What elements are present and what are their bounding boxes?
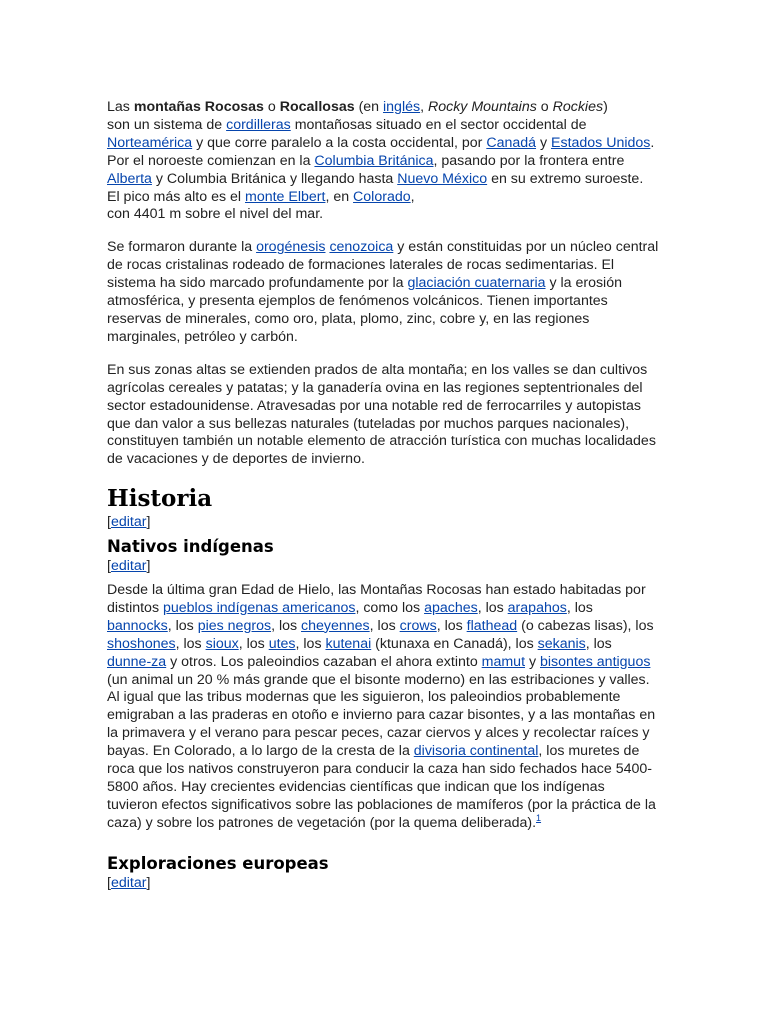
- text: (un animal un 20 % más grande que el bisonte moderno) en las estribaciones y valles. Al igual que las tribus modernas que les siguieron, los paleoindios probablemente emigraban a las praderas en otoño e invierno para cazar bisontes, y a las montañas en la primavera y el verano para pescar peces, cazar ciervos y alces y recolectar raíces y bayas. En Colorado, a lo largo de la cresta de la: [107, 671, 656, 760]
- bracket: ]: [146, 558, 151, 575]
- bracket: [: [107, 874, 111, 891]
- link-alberta[interactable]: Alberta: [107, 170, 152, 187]
- link-cenozoica[interactable]: cenozoica: [329, 239, 394, 256]
- italic-rocky-mountains: Rocky Mountains: [427, 99, 537, 115]
- text: y: [525, 653, 540, 670]
- edit-section-link: [107, 514, 659, 532]
- link-shoshones[interactable]: shoshones: [107, 635, 176, 652]
- text: y otros. Los paleoindios cazaban el ahora extinto: [166, 653, 482, 670]
- link-pueblos-indigenas[interactable]: pueblos indígenas americanos: [163, 599, 356, 616]
- text: y Columbia Británica y llegando hasta: [151, 170, 398, 187]
- text: ,: [410, 188, 415, 205]
- text: , los muretes de roca que los nativos construyeron para conducir la caza han sido fechados hace 5400-5800 años. Hay crecientes evidencias científicas que indican que los indígenas tuvieron efectos significativos sobre las poblaciones de mamíferos (por la práctica de la caza) y sobre los patrones de vegetación (por la quema deliberada).: [107, 743, 656, 831]
- link-nuevo-mexico[interactable]: Nuevo México: [397, 170, 488, 187]
- link-utes[interactable]: utes: [268, 635, 296, 652]
- text: . Por el noroeste comienzan en la: [107, 134, 655, 169]
- text: Desde la última gran Edad de Hielo, las Montañas Rocosas han estado habitadas por distintos: [107, 582, 646, 616]
- text: y: [536, 134, 552, 151]
- link-flathead[interactable]: flathead: [466, 617, 518, 634]
- text: , los: [477, 599, 508, 616]
- link-dunne-za[interactable]: dunne-za: [107, 653, 167, 670]
- link-sekanis[interactable]: sekanis: [537, 635, 586, 652]
- bracket: ]: [146, 514, 151, 531]
- edit-link-nativos[interactable]: editar: [110, 558, 147, 575]
- text: con 4401 m sobre el nivel del mar.: [107, 206, 324, 223]
- edit-section-link: [107, 558, 659, 576]
- link-orogenesis[interactable]: orogénesis: [256, 239, 326, 256]
- text: Las: [107, 99, 134, 115]
- link-divisoria-continental[interactable]: divisoria continental: [413, 743, 539, 760]
- text: , los: [175, 635, 206, 652]
- text: Se formaron durante la: [107, 239, 257, 256]
- link-glaciacion-cuaternaria[interactable]: glaciación cuaternaria: [407, 275, 546, 292]
- text: , en: [325, 188, 354, 205]
- bracket: ]: [146, 874, 151, 891]
- text: , los: [436, 617, 467, 634]
- link-monte-elbert[interactable]: monte Elbert: [245, 188, 326, 205]
- edit-link-exploraciones[interactable]: editar: [110, 874, 147, 891]
- text: (en: [354, 99, 384, 115]
- text: (o cabezas lisas), los: [517, 617, 654, 634]
- text: , los: [369, 617, 400, 634]
- bracket: [: [107, 558, 111, 575]
- text: , como los: [355, 599, 425, 616]
- text: ,: [420, 99, 428, 115]
- intro-paragraph-3: En sus zonas altas se extienden prados de alta montaña; en los valles se dan cultivos agrícolas cereales y patatas; y la ganadería ovina en las regiones septentrionales del sector estadounidense. Atravesadas por una notable red de ferrocarriles y autopistas que dan valor a sus bellezas naturales (tuteladas por muchos parques nacionales), constituyen también un notable elemento de atracción turística con muchas localidades de vacaciones y de deportes de invierno.: [107, 361, 656, 468]
- link-colorado[interactable]: Colorado: [353, 188, 411, 205]
- text: , los: [271, 617, 302, 634]
- intro-paragraph-2: [107, 239, 659, 346]
- text: , los: [238, 635, 269, 652]
- text: , los: [167, 617, 198, 634]
- link-crows[interactable]: crows: [399, 617, 437, 634]
- link-ingles[interactable]: inglés: [383, 99, 421, 115]
- link-canada[interactable]: Canadá: [486, 134, 537, 151]
- bold-term-rocallosas: Rocallosas: [279, 99, 355, 115]
- link-columbia-britanica[interactable]: Columbia Británica: [314, 152, 434, 169]
- reference-link-1[interactable]: 1: [536, 812, 542, 823]
- link-pies-negros[interactable]: pies negros: [197, 617, 272, 634]
- link-kutenai[interactable]: kutenai: [325, 635, 372, 652]
- section-heading-exploraciones: Exploraciones europeas: [107, 853, 329, 873]
- section-heading-nativos: Nativos indígenas: [107, 537, 274, 557]
- text: o: [263, 99, 280, 115]
- link-norteamerica[interactable]: Norteamérica: [107, 134, 193, 151]
- intro-paragraph-1: [107, 99, 659, 224]
- link-estados-unidos[interactable]: Estados Unidos: [551, 134, 651, 151]
- text: , los: [566, 599, 593, 616]
- link-cheyennes[interactable]: cheyennes: [301, 617, 370, 634]
- nativos-paragraph: [107, 582, 659, 833]
- text: montañosas situado en el sector occidental de: [290, 116, 587, 133]
- link-mamut[interactable]: mamut: [481, 653, 526, 670]
- edit-link-historia[interactable]: editar: [110, 514, 147, 531]
- link-sioux[interactable]: sioux: [205, 635, 239, 652]
- text: y están constituidas por un núcleo central de rocas cristalinas rodeado de formaciones laterales de rocas sedimentarias. El sistema ha sido marcado profundamente por la: [107, 239, 659, 292]
- section-heading-historia: Historia: [107, 485, 213, 513]
- link-bisontes-antiguos[interactable]: bisontes antiguos: [540, 653, 651, 670]
- text: en su extremo suroeste. El pico más alto es el: [107, 170, 644, 205]
- text: (ktunaxa en Canadá), los: [371, 635, 538, 652]
- text: o: [536, 99, 553, 115]
- text: , los: [585, 635, 612, 652]
- text: , los: [295, 635, 326, 652]
- italic-rockies: Rockies: [552, 99, 604, 115]
- article-content: [107, 99, 659, 897]
- text: y que corre paralelo a la costa occidental, por: [192, 134, 487, 151]
- link-bannocks[interactable]: bannocks: [107, 617, 168, 634]
- link-cordilleras[interactable]: cordilleras: [226, 116, 291, 133]
- text: ): [603, 99, 608, 115]
- bold-term-montanas-rocosas: montañas Rocosas: [133, 99, 264, 115]
- link-apaches[interactable]: apaches: [424, 599, 478, 616]
- bracket: [: [107, 514, 111, 531]
- text: son un sistema de: [107, 116, 227, 133]
- text: y la erosión atmosférica, y presenta ejemplos de fenómenos volcánicos. Tienen importantes reservas de minerales, como oro, plata, plomo, zinc, cobre y, en las regiones marginales, petróleo y carbón.: [107, 275, 622, 345]
- link-arapahos[interactable]: arapahos: [507, 599, 567, 616]
- text: , pasando por la frontera entre: [433, 152, 625, 169]
- edit-section-link: [107, 875, 659, 893]
